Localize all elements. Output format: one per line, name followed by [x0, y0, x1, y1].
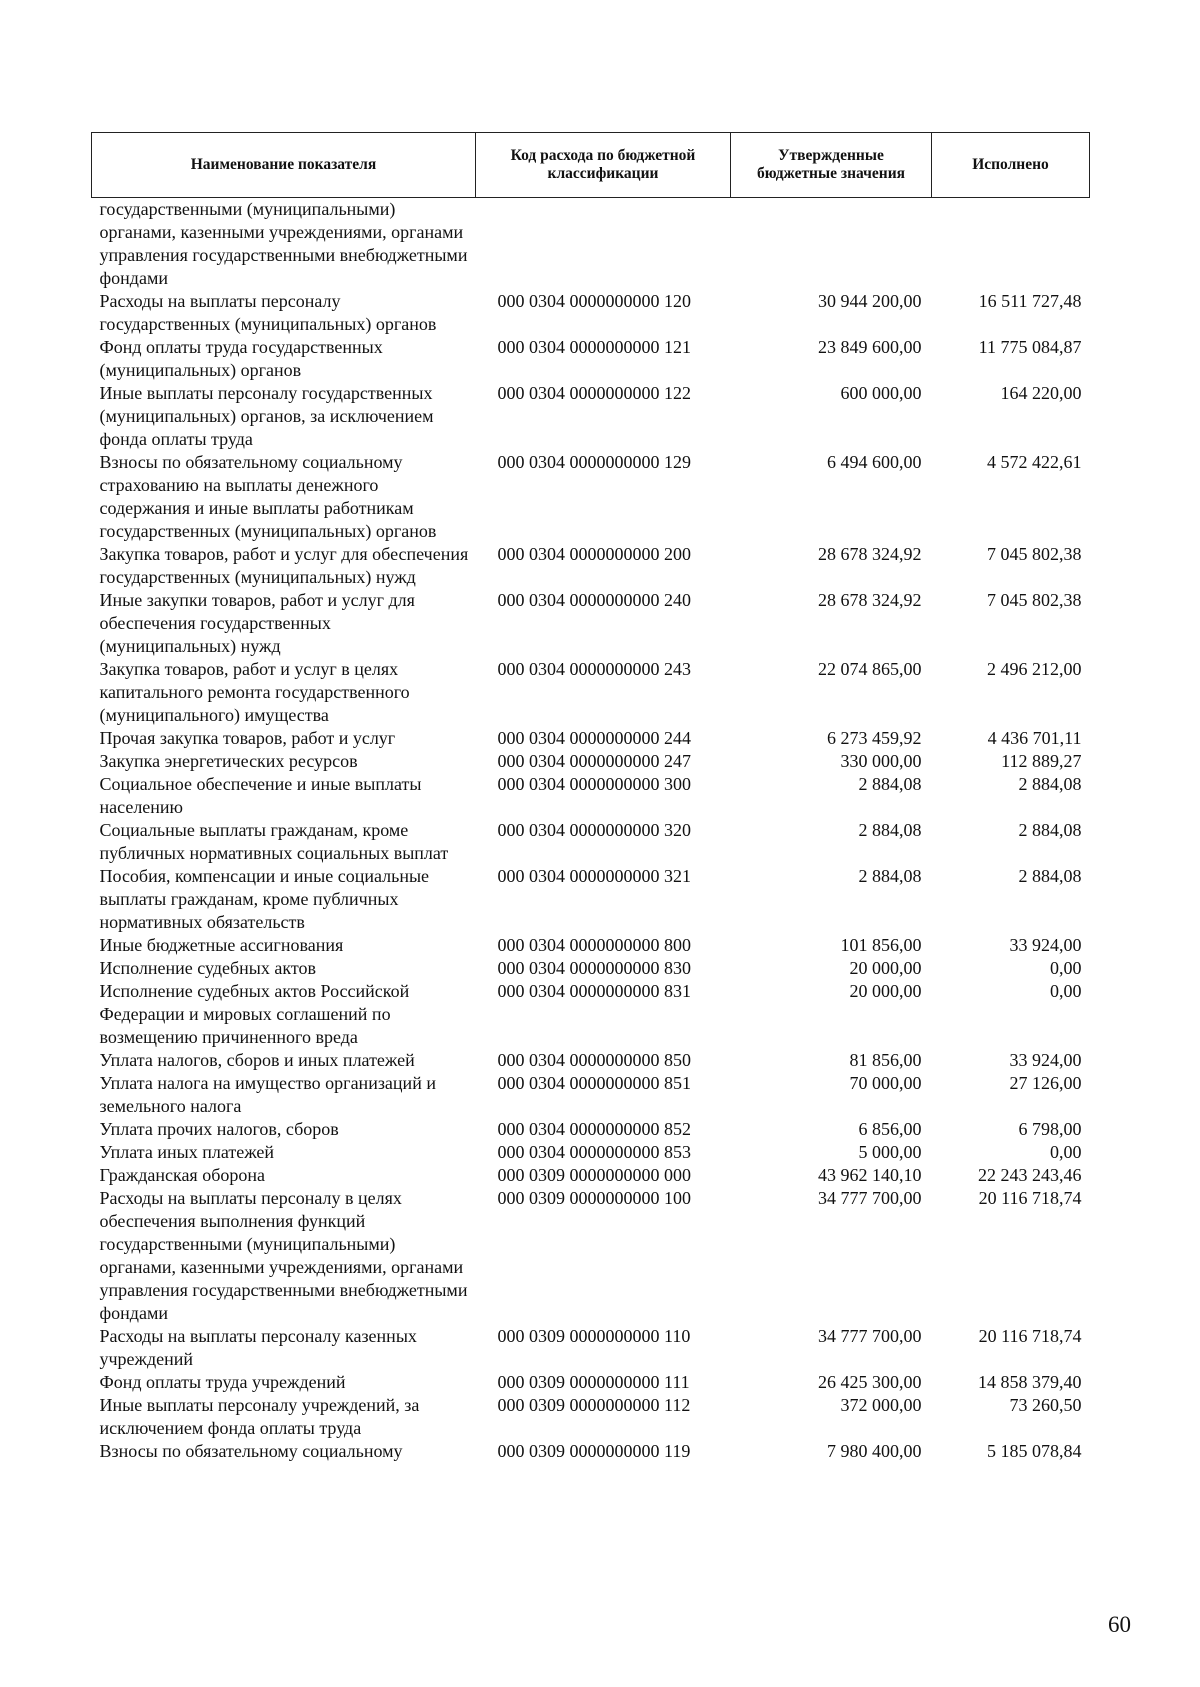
page-number: 60	[1108, 1612, 1131, 1637]
executed-amount-cell: 2 884,08	[1018, 774, 1082, 794]
indicator-name-cell: Расходы на выплаты персоналу казенных учреждений	[99, 1326, 417, 1369]
table-row	[92, 750, 1090, 773]
indicator-name-cell: Закупка товаров, работ и услуг в целях капитального ремонта государственного (муниципального) имущества	[99, 659, 410, 725]
indicator-name-cell: Прочая закупка товаров, работ и услуг	[99, 728, 396, 748]
header-budget-code: Код расхода по бюджетной классификации	[476, 133, 731, 198]
approved-amount-cell: 34 777 700,00	[818, 1188, 922, 1208]
table-row	[92, 290, 1090, 336]
approved-amount-cell: 600 000,00	[840, 383, 922, 403]
table-body	[92, 198, 1090, 1464]
indicator-name-cell: государственными (муниципальными) органами, казенными учреждениями, органами управления государственными внебюджетными фондами	[99, 199, 468, 288]
indicator-name-cell: Взносы по обязательному социальному	[99, 1441, 403, 1461]
table-row	[92, 1072, 1090, 1118]
table-row	[92, 1371, 1090, 1394]
executed-amount-cell: 164 220,00	[1000, 383, 1082, 403]
executed-amount-cell: 0,00	[1050, 958, 1082, 978]
table-row	[92, 957, 1090, 980]
executed-amount-cell: 2 496 212,00	[987, 659, 1082, 679]
budget-code-cell: 000 0309 0000000000 100	[497, 1188, 691, 1208]
executed-amount-cell: 2 884,08	[1018, 820, 1082, 840]
table-header	[92, 133, 1090, 198]
approved-amount-cell: 20 000,00	[849, 981, 922, 1001]
approved-amount-cell: 28 678 324,92	[818, 544, 922, 564]
table-row	[92, 865, 1090, 934]
table-row	[92, 658, 1090, 727]
table-row	[92, 451, 1090, 543]
approved-amount-cell: 2 884,08	[858, 820, 922, 840]
budget-code-cell: 000 0309 0000000000 111	[497, 1372, 690, 1392]
budget-execution-table	[91, 132, 1090, 1463]
executed-amount-cell: 27 126,00	[1009, 1073, 1082, 1093]
budget-code-cell: 000 0304 0000000000 122	[497, 383, 691, 403]
approved-amount-cell: 23 849 600,00	[818, 337, 922, 357]
indicator-name-cell: Исполнение судебных актов	[99, 958, 317, 978]
approved-amount-cell: 6 273 459,92	[827, 728, 922, 748]
budget-code-cell: 000 0309 0000000000 000	[497, 1165, 691, 1185]
table-row	[92, 543, 1090, 589]
executed-amount-cell: 4 572 422,61	[987, 452, 1082, 472]
table-row	[92, 1187, 1090, 1325]
budget-code-cell: 000 0304 0000000000 853	[497, 1142, 691, 1162]
executed-amount-cell: 5 185 078,84	[987, 1441, 1082, 1461]
table-row	[92, 1141, 1090, 1164]
approved-amount-cell: 2 884,08	[858, 774, 922, 794]
budget-code-cell: 000 0304 0000000000 320	[497, 820, 691, 840]
budget-code-cell: 000 0304 0000000000 129	[497, 452, 691, 472]
executed-amount-cell	[932, 198, 1090, 291]
budget-code-cell: 000 0304 0000000000 300	[497, 774, 691, 794]
table-row	[92, 336, 1090, 382]
executed-amount-cell: 14 858 379,40	[978, 1372, 1082, 1392]
budget-code-cell: 000 0309 0000000000 110	[497, 1326, 691, 1346]
table-row	[92, 934, 1090, 957]
approved-amount-cell: 5 000,00	[858, 1142, 922, 1162]
indicator-name-cell: Иные закупки товаров, работ и услуг для обеспечения государственных (муниципальных) нужд	[99, 590, 415, 656]
budget-code-cell: 000 0304 0000000000 120	[497, 291, 691, 311]
table-row	[92, 727, 1090, 750]
budget-code-cell: 000 0304 0000000000 321	[497, 866, 691, 886]
budget-code-cell: 000 0304 0000000000 831	[497, 981, 691, 1001]
table-row	[92, 382, 1090, 451]
approved-amount-cell: 2 884,08	[858, 866, 922, 886]
budget-code-cell: 000 0304 0000000000 244	[497, 728, 691, 748]
indicator-name-cell: Иные выплаты персоналу учреждений, за исключением фонда оплаты труда	[99, 1395, 420, 1438]
indicator-name-cell: Исполнение судебных актов Российской Федерации и мировых соглашений по возмещению причиненного вреда	[99, 981, 410, 1047]
executed-amount-cell: 73 260,50	[1009, 1395, 1082, 1415]
budget-code-cell: 000 0304 0000000000 200	[497, 544, 691, 564]
budget-code-cell: 000 0304 0000000000 852	[497, 1119, 691, 1139]
table-row	[92, 1394, 1090, 1440]
indicator-name-cell: Фонд оплаты труда учреждений	[99, 1372, 346, 1392]
indicator-name-cell: Уплата прочих налогов, сборов	[99, 1119, 339, 1139]
executed-amount-cell: 6 798,00	[1018, 1119, 1082, 1139]
approved-amount-cell	[731, 198, 932, 291]
executed-amount-cell: 11 775 084,87	[978, 337, 1082, 357]
executed-amount-cell: 0,00	[1050, 981, 1082, 1001]
indicator-name-cell: Уплата налога на имущество организаций и земельного налога	[99, 1073, 436, 1116]
indicator-name-cell: Расходы на выплаты персоналу в целях обеспечения выполнения функций государственными (муниципальными) органами, казенными учреждениями, органами управления государственными внебюджетными фондами	[99, 1188, 468, 1323]
budget-code-cell: 000 0304 0000000000 851	[497, 1073, 691, 1093]
table-row	[92, 1164, 1090, 1187]
approved-amount-cell: 101 856,00	[840, 935, 922, 955]
budget-code-cell: 000 0304 0000000000 800	[497, 935, 691, 955]
executed-amount-cell: 7 045 802,38	[987, 590, 1082, 610]
executed-amount-cell: 16 511 727,48	[978, 291, 1082, 311]
executed-amount-cell: 33 924,00	[1009, 935, 1082, 955]
table-row	[92, 589, 1090, 658]
budget-code-cell: 000 0304 0000000000 243	[497, 659, 691, 679]
budget-report-sheet	[91, 132, 1089, 1463]
approved-amount-cell: 28 678 324,92	[818, 590, 922, 610]
budget-code-cell: 000 0304 0000000000 121	[497, 337, 691, 357]
executed-amount-cell: 0,00	[1050, 1142, 1082, 1162]
indicator-name-cell: Иные бюджетные ассигнования	[99, 935, 344, 955]
header-approved-values: Утвержденные бюджетные значения	[731, 133, 932, 198]
table-row	[92, 198, 1090, 291]
indicator-name-cell: Закупка товаров, работ и услуг для обеспечения государственных (муниципальных) нужд	[99, 544, 469, 587]
indicator-name-cell: Взносы по обязательному социальному страхованию на выплаты денежного содержания и иные выплаты работникам государственных (муниципальных) органов	[99, 452, 437, 541]
budget-code-cell: 000 0304 0000000000 830	[497, 958, 691, 978]
indicator-name-cell: Социальное обеспечение и иные выплаты населению	[99, 774, 422, 817]
approved-amount-cell: 20 000,00	[849, 958, 922, 978]
indicator-name-cell: Уплата иных платежей	[99, 1142, 275, 1162]
table-row	[92, 1049, 1090, 1072]
approved-amount-cell: 81 856,00	[849, 1050, 922, 1070]
indicator-name-cell: Социальные выплаты гражданам, кроме публичных нормативных социальных выплат	[99, 820, 449, 863]
table-row	[92, 1440, 1090, 1463]
budget-code-cell	[476, 198, 731, 291]
executed-amount-cell: 33 924,00	[1009, 1050, 1082, 1070]
approved-amount-cell: 330 000,00	[840, 751, 922, 771]
table-row	[92, 819, 1090, 865]
indicator-name-cell: Уплата налогов, сборов и иных платежей	[99, 1050, 415, 1070]
approved-amount-cell: 7 980 400,00	[827, 1441, 922, 1461]
executed-amount-cell: 7 045 802,38	[987, 544, 1082, 564]
header-executed: Исполнено	[932, 133, 1090, 198]
approved-amount-cell: 372 000,00	[840, 1395, 922, 1415]
budget-code-cell: 000 0309 0000000000 119	[497, 1441, 691, 1461]
header-row	[92, 133, 1090, 198]
executed-amount-cell: 112 889,27	[1001, 751, 1082, 771]
budget-code-cell: 000 0304 0000000000 247	[497, 751, 691, 771]
executed-amount-cell: 20 116 718,74	[978, 1188, 1082, 1208]
header-indicator-name: Наименование показателя	[92, 133, 476, 198]
approved-amount-cell: 30 944 200,00	[818, 291, 922, 311]
indicator-name-cell: Пособия, компенсации и иные социальные выплаты гражданам, кроме публичных нормативных обязательств	[99, 866, 430, 932]
budget-code-cell: 000 0309 0000000000 112	[497, 1395, 691, 1415]
approved-amount-cell: 26 425 300,00	[818, 1372, 922, 1392]
approved-amount-cell: 34 777 700,00	[818, 1326, 922, 1346]
approved-amount-cell: 6 856,00	[858, 1119, 922, 1139]
indicator-name-cell: Закупка энергетических ресурсов	[99, 751, 358, 771]
indicator-name-cell: Иные выплаты персоналу государственных (муниципальных) органов, за исключением фонда оплаты труда	[99, 383, 434, 449]
indicator-name-cell: Гражданская оборона	[99, 1165, 265, 1185]
table-row	[92, 1325, 1090, 1371]
approved-amount-cell: 70 000,00	[849, 1073, 922, 1093]
indicator-name-cell: Расходы на выплаты персоналу государственных (муниципальных) органов	[99, 291, 437, 334]
approved-amount-cell: 43 962 140,10	[818, 1165, 922, 1185]
table-row	[92, 980, 1090, 1049]
approved-amount-cell: 22 074 865,00	[818, 659, 922, 679]
executed-amount-cell: 22 243 243,46	[978, 1165, 1082, 1185]
executed-amount-cell: 2 884,08	[1018, 866, 1082, 886]
executed-amount-cell: 20 116 718,74	[978, 1326, 1082, 1346]
executed-amount-cell: 4 436 701,11	[987, 728, 1082, 748]
table-row	[92, 1118, 1090, 1141]
budget-code-cell: 000 0304 0000000000 240	[497, 590, 691, 610]
table-row	[92, 773, 1090, 819]
indicator-name-cell: Фонд оплаты труда государственных (муниципальных) органов	[99, 337, 383, 380]
approved-amount-cell: 6 494 600,00	[827, 452, 922, 472]
budget-code-cell: 000 0304 0000000000 850	[497, 1050, 691, 1070]
